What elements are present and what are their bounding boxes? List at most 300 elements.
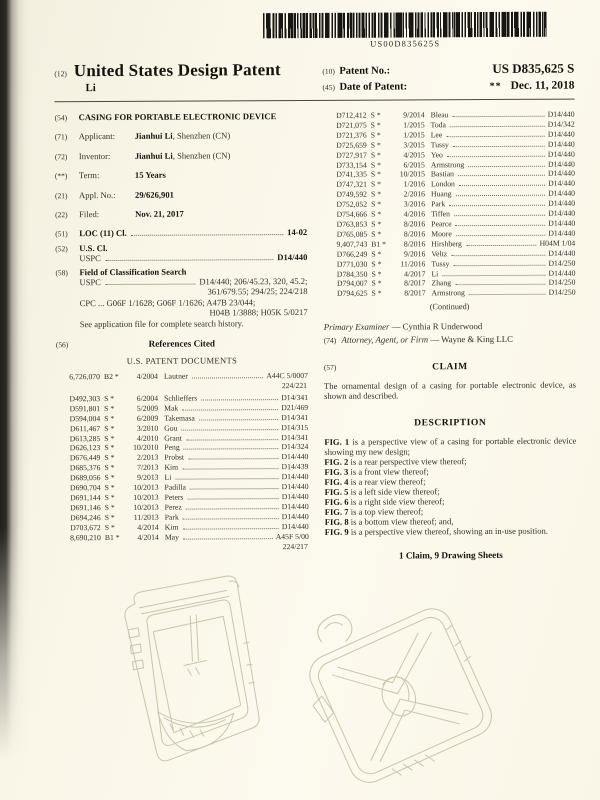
ref-inventor: Grant (164, 433, 182, 443)
dot-leader (451, 254, 545, 255)
dot-leader (188, 458, 278, 459)
ref-classification: D14/440 (548, 188, 576, 198)
drawing-figures (3, 567, 600, 800)
references-heading (56, 338, 308, 366)
ref-kind-code: S * (370, 110, 381, 120)
term-label: Term: (78, 170, 100, 181)
dot-leader (131, 235, 283, 237)
dot-leader (446, 136, 545, 138)
inventor-surname: Li (85, 82, 96, 95)
ref-patent-number: D794,007 (336, 279, 368, 289)
ref-classification: D14/440 (547, 109, 575, 119)
ref-classification: D14/250 (548, 277, 576, 288)
figure-2-rear-perspective-drawing (289, 574, 508, 800)
ref-inventor: Toda (430, 120, 446, 130)
us-cl-label: U.S. Cl. (79, 242, 108, 254)
ref-patent-number: D611,467 (69, 423, 101, 433)
right-column (323, 110, 577, 561)
ref-kind-code: S * (104, 522, 115, 532)
ref-patent-number: D594,004 (69, 413, 101, 423)
ref-inventor: Huang (430, 189, 452, 199)
ref-classification: D21/469 (281, 402, 309, 412)
ref-kind-code: S * (104, 492, 115, 502)
attorney-name: Wayne & King LLC (441, 334, 513, 345)
barcode-text: US00D835625S (370, 38, 441, 49)
dot-leader (186, 439, 279, 440)
patent-date-label: Date of Patent: (339, 81, 408, 93)
ref-classification: D14/440 (548, 268, 576, 278)
ref-patent-number: D689,056 (69, 473, 101, 483)
figure-text: is a perspective view of a casing for portable electronic device showing my new design; (324, 435, 577, 457)
ref-patent-number: D763,853 (336, 219, 368, 229)
dot-leader (454, 215, 545, 216)
ref-kind-code: S * (371, 199, 382, 209)
ref-date: 10/2013 (133, 502, 159, 512)
figure-1-perspective-drawing (111, 569, 272, 778)
description-title: DESCRIPTION (414, 416, 487, 429)
ref-classification: D14/439 (281, 462, 309, 472)
ref-classification: D14/440 (548, 248, 576, 258)
applicant-label: Applicant: (78, 131, 116, 142)
ref-date: 5/2009 (136, 403, 159, 413)
ref-kind-code: S * (104, 502, 115, 512)
inventor-name: Jianhui Li (134, 150, 173, 161)
ref-patent-number: D691,144 (70, 493, 101, 503)
dot-leader (453, 264, 545, 265)
ref-classification: D14/440 (548, 198, 576, 208)
ref-patent-number: D784,350 (336, 269, 368, 279)
ref-patent-number: D626,123 (69, 443, 101, 453)
ref-patent-number: D727,917 (336, 150, 367, 160)
ref-inventor: Park (164, 512, 179, 522)
ref-patent-number: D749,592 (336, 189, 368, 200)
ref-date: 3/2010 (136, 423, 159, 433)
ref-date: 4/2004 (136, 371, 158, 381)
ref-inventor: Park (431, 199, 446, 209)
ref-kind-code: S * (370, 170, 381, 180)
ref-classification: D14/440 (548, 208, 576, 218)
ref-patent-number: D794,625 (336, 288, 368, 299)
ref-inventor: Gou (164, 423, 178, 433)
ref-patent-number: D676,449 (69, 453, 101, 463)
ref-kind-code: S * (371, 249, 382, 259)
references-continued-note: (Continued) (429, 302, 470, 312)
reference-row-continuation (56, 381, 308, 392)
ref-patent-number: 6,726,070 (69, 372, 100, 382)
claim-heading (324, 361, 576, 373)
ref-patent-number: D694,246 (70, 512, 101, 522)
ref-patent-number: D766,249 (336, 249, 368, 259)
ref-patent-number: D754,666 (336, 209, 368, 219)
ref-date: 6/2004 (136, 393, 159, 403)
attorney-line (324, 334, 576, 346)
dot-leader (183, 538, 273, 539)
ref-patent-number: D771,030 (336, 259, 368, 269)
ref-patent-number: D721,376 (336, 130, 367, 140)
ref-inventor: Moore (431, 229, 452, 239)
ref-inventor: Armstrong (431, 288, 465, 298)
ref-date: 4/2014 (137, 522, 159, 532)
field-num: (**) (54, 171, 68, 181)
body-columns (1, 99, 600, 562)
ref-date: 8/2016 (403, 219, 426, 229)
primary-examiner-line (324, 321, 576, 333)
dot-leader (450, 126, 545, 127)
ref-patent-number: D747,321 (336, 179, 367, 190)
ref-date: 11/2013 (133, 512, 159, 522)
search-uspc-values-2: 361/679.55; 294/25; 224/218 (207, 286, 308, 297)
dot-leader (447, 155, 545, 157)
ref-kind-code: B1 * (371, 239, 387, 249)
ref-classification: A45F 5/00 (275, 531, 309, 541)
patent-date-value (490, 80, 575, 92)
ref-date: 1/2015 (403, 130, 425, 140)
ref-inventor: Lee (430, 130, 443, 140)
dot-leader (182, 528, 278, 530)
ref-inventor: Armstrong (430, 159, 465, 169)
claims-sheets-note: 1 Claim, 9 Drawing Sheets (398, 549, 503, 561)
ref-classification: D14/440 (547, 139, 575, 149)
claim-text: The ornamental design of a casing for portable electronic device, as shown and described. (323, 379, 577, 402)
field-num: (54) (54, 113, 68, 123)
dot-leader (459, 185, 545, 186)
ref-inventor: Li (431, 268, 439, 278)
ref-classification: D14/440 (547, 169, 575, 179)
ref-date: 2/2013 (137, 453, 159, 463)
ref-inventor: London (430, 179, 455, 189)
search-label: Field of Classification Search (79, 266, 187, 277)
field-22-filed (55, 208, 307, 221)
figure-text: is a right side view thereof; (350, 495, 445, 507)
ref-date: 1/2016 (403, 179, 425, 189)
ref-inventor: Kim (164, 522, 179, 532)
term-value: 15 Years (134, 169, 166, 181)
ref-inventor: Hirshberg (431, 238, 462, 249)
field-num-74: (74) (323, 336, 337, 346)
figure-label: FIG. 7 (324, 506, 349, 517)
ref-kind-code: S * (370, 130, 381, 140)
ref-kind-code: S * (370, 160, 381, 170)
ref-kind-code: S * (104, 483, 115, 493)
ref-classification-2: 224/221 (281, 380, 308, 391)
reference-row-continuation (57, 541, 309, 552)
ref-classification: D14/440 (281, 501, 309, 511)
reference-row (324, 288, 576, 299)
ref-kind-code: S * (104, 393, 115, 403)
title-row (54, 60, 322, 81)
ref-date: 10/2013 (133, 482, 159, 492)
ref-kind-code: S * (104, 433, 115, 443)
ref-inventor: Bleau (430, 110, 449, 120)
appl-no-value: 29/626,901 (134, 189, 174, 200)
dot-leader (182, 468, 278, 470)
document-title: United States Design Patent (73, 60, 281, 81)
header-right (322, 59, 574, 96)
ref-date: 3/2016 (403, 199, 426, 209)
ref-date: 4/2017 (404, 268, 426, 278)
ref-patent-number: D721,075 (336, 120, 367, 130)
ref-inventor: Padilla (164, 482, 186, 492)
dot-leader (105, 259, 273, 261)
examiner-name: Cynthia R Underwood (402, 321, 483, 332)
patent-number-row (322, 61, 574, 78)
dot-leader (453, 145, 545, 146)
figure-text: is a rear view thereof; (350, 475, 426, 487)
references-right-list (323, 110, 576, 300)
field-num-56: (56) (55, 340, 69, 350)
ref-date: 4/2016 (403, 209, 426, 219)
figure-text: is a top view thereof; (350, 505, 424, 517)
ref-classification: D14/315 (281, 422, 309, 432)
dot-leader (466, 245, 537, 246)
reference-row (56, 371, 308, 382)
ref-patent-number: 8,690,210 (70, 532, 101, 542)
patent-date: Dec. 11, 2018 (510, 79, 575, 92)
ref-date: 1/2015 (403, 120, 425, 130)
ref-inventor: Tiffen (431, 209, 450, 219)
ref-classification: D14/440 (547, 149, 575, 159)
ref-patent-number: D725,659 (336, 140, 367, 150)
dot-leader (183, 518, 279, 520)
ref-classification: D14/440 (281, 491, 309, 502)
examiner-sep: — (391, 321, 401, 332)
dot-leader (201, 399, 278, 400)
figure-text: is a left side view thereof; (350, 485, 440, 497)
ref-classification: D14/440 (281, 472, 309, 482)
attorney-sep: — (430, 334, 440, 345)
inventor-label: Inventor: (78, 150, 111, 161)
ref-kind-code: S * (371, 269, 382, 279)
ref-kind-code: S * (104, 413, 115, 423)
filed-value: Nov. 21, 2017 (135, 208, 184, 219)
ref-date: 7/2013 (137, 462, 159, 473)
field-52-us-cl (55, 242, 307, 264)
header-left (54, 60, 322, 94)
ref-classification: D14/440 (281, 452, 309, 462)
ref-inventor: Veltz (431, 248, 448, 259)
ref-inventor: Li (164, 472, 172, 482)
dot-leader (456, 235, 546, 236)
ref-classification: D14/440 (281, 482, 309, 492)
ref-inventor: May (164, 532, 179, 542)
ref-date: 6/2015 (403, 159, 425, 169)
ref-date: 8/2016 (403, 239, 426, 249)
ref-inventor: Peng (164, 443, 180, 453)
inventor-location: , Shenzhen (CN) (172, 150, 231, 161)
field-num: (72) (54, 152, 68, 162)
ref-kind-code: S * (370, 120, 381, 130)
ref-inventor: Pearce (431, 219, 452, 229)
field-num-57: (57) (323, 363, 337, 373)
search-uspc-values-1: D14/440; 206/45.23, 320, 45.2; (199, 276, 308, 287)
field-54-title (55, 111, 307, 124)
dot-leader (469, 294, 546, 295)
dot-leader (175, 478, 278, 480)
ref-classification: D14/341 (281, 412, 309, 422)
ref-kind-code: S * (104, 453, 115, 463)
ref-date: 11/2016 (400, 258, 426, 269)
ref-inventor: Zhang (431, 278, 452, 288)
ref-kind-code: S * (371, 209, 382, 219)
field-71-applicant (55, 130, 307, 143)
barcode (263, 12, 547, 49)
ref-date: 10/2015 (399, 169, 425, 179)
ref-classification: D14/341 (281, 432, 309, 442)
ref-date: 8/2016 (403, 229, 426, 239)
field-num: (71) (54, 132, 68, 142)
references-left-list (56, 371, 309, 553)
ref-kind-code: S * (370, 189, 382, 199)
field-num: (51) (55, 229, 68, 239)
search-cpc-values-2: H04B 1/3888; H05K 5/0217 (209, 307, 308, 318)
ref-inventor: Tussy (430, 139, 449, 150)
field-58-search (55, 266, 307, 330)
ref-patent-number: D690,704 (69, 483, 101, 493)
ref-classification-2: 224/217 (282, 541, 308, 551)
uspc-label: USPC (79, 253, 101, 264)
figure-text: is a front view thereof; (350, 465, 429, 477)
dot-leader (449, 205, 545, 207)
loc-value: 14-02 (287, 227, 308, 238)
patent-date-row (322, 80, 574, 93)
ref-kind-code: S * (371, 278, 382, 289)
kind-code-45: (45) (322, 82, 335, 92)
ref-kind-code: B2 * (103, 372, 119, 382)
loc-label: LOC (11) Cl. (79, 228, 127, 239)
ref-patent-number: D765,085 (336, 229, 368, 239)
field-num: (52) (55, 244, 68, 254)
ref-kind-code: S * (104, 403, 115, 413)
figure-label: FIG. 5 (324, 486, 349, 497)
search-note: See application file for complete search history. (79, 317, 244, 329)
ref-patent-number: D752,052 (336, 199, 368, 209)
ref-inventor: Yeo (430, 149, 443, 159)
ref-patent-number: D691,146 (70, 502, 101, 513)
ref-patent-number: D712,412 (336, 110, 367, 120)
attorney-label: Attorney, Agent, or Firm (341, 334, 429, 346)
dot-leader (186, 508, 279, 509)
ref-kind-code: S * (370, 179, 382, 189)
ref-inventor: Mak (164, 403, 179, 413)
ref-kind-code: S * (371, 229, 382, 239)
figure-label: FIG. 9 (324, 526, 349, 537)
uspc-value: D14/440 (277, 252, 308, 263)
ref-patent-number: D741,335 (336, 170, 367, 180)
dot-leader (453, 116, 545, 117)
ref-classification: H04M 1/04 (539, 238, 576, 248)
ref-classification: A44C 5/0007 (266, 371, 308, 381)
left-column (55, 111, 309, 562)
ref-date: 9/2014 (403, 110, 425, 120)
field-term (55, 169, 307, 182)
ref-patent-number: D492,303 (69, 393, 101, 404)
dot-leader (190, 488, 279, 489)
ref-kind-code: S * (370, 140, 381, 150)
ref-classification: D14/342 (547, 119, 575, 129)
dot-leader (184, 449, 279, 450)
ref-classification: D14/440 (548, 178, 575, 189)
term-asterisks: ** (489, 80, 502, 93)
ref-date: 3/2015 (403, 140, 425, 150)
references-subtitle: U.S. PATENT DOCUMENTS (126, 355, 238, 367)
dot-leader (456, 195, 546, 196)
ref-patent-number: D591,801 (69, 403, 101, 414)
ref-kind-code: S * (104, 423, 115, 433)
dot-leader (458, 175, 545, 176)
claim-title: CLAIM (432, 361, 468, 373)
kind-code-10: (10) (322, 66, 335, 76)
patent-number-label: Patent No.: (339, 65, 391, 77)
dot-leader (468, 165, 545, 166)
field-51-loc (55, 227, 307, 240)
ref-classification: D14/440 (281, 511, 309, 521)
ref-patent-number: D685,376 (69, 463, 101, 473)
figure-description-line (324, 435, 576, 456)
references-title: References Cited (148, 338, 216, 349)
figure-label: FIG. 4 (324, 476, 349, 487)
figure-text: is a perspective view thereof, showing an in-use position. (350, 525, 548, 537)
ref-inventor: Bastian (430, 169, 454, 179)
ref-inventor: Kim (164, 462, 179, 472)
figure-label: FIG. 1 (324, 436, 350, 447)
ref-date: 2/2016 (403, 189, 426, 199)
ref-kind-code: S * (104, 443, 115, 453)
ref-date: 8/2017 (404, 288, 426, 298)
ref-patent-number: D703,672 (70, 522, 101, 532)
ref-date: 10/2010 (133, 443, 159, 453)
filed-label: Filed: (79, 209, 100, 220)
dot-leader (105, 284, 195, 285)
ref-kind-code: S * (104, 473, 115, 483)
ref-classification: D14/440 (281, 521, 309, 531)
ref-date: 4/2015 (403, 149, 425, 160)
ref-inventor: Takemasa (164, 413, 195, 423)
figure-text: is a rear perspective view thereof; (350, 455, 467, 467)
figure-label: FIG. 2 (324, 456, 349, 467)
figure-label: FIG. 8 (324, 516, 349, 527)
search-cpc-values-1: CPC ... G06F 1/1628; G06F 1/1626; A47B 23/044; (79, 297, 256, 309)
ref-kind-code: S * (371, 259, 382, 269)
figure-text: is a bottom view thereof; and, (350, 515, 454, 527)
patent-number-value: US D835,625 S (492, 60, 575, 76)
ref-inventor: Lautner (163, 371, 188, 381)
appl-no-label: Appl. No.: (78, 189, 116, 200)
ref-inventor: Probst (164, 452, 185, 463)
ref-classification: D14/440 (547, 129, 575, 139)
dot-leader (182, 409, 278, 411)
ref-date: 4/2010 (136, 433, 159, 443)
ref-date: 8/2017 (404, 278, 426, 288)
dot-leader (455, 284, 545, 285)
dot-leader (187, 498, 278, 499)
dot-leader (442, 274, 545, 276)
figure-label: FIG. 3 (324, 466, 349, 477)
ref-inventor: Tussy (431, 258, 450, 268)
description-lines (324, 435, 577, 536)
ref-inventor: Perez (164, 502, 182, 512)
ref-kind-code: S * (371, 288, 382, 298)
ref-classification: D14/440 (548, 228, 576, 238)
dot-leader (456, 225, 546, 226)
search-uspc-label: USPC (79, 277, 102, 288)
ref-date: 4/2014 (137, 532, 159, 542)
figure-description-line (325, 525, 577, 536)
ref-kind-code: S * (370, 150, 381, 160)
ref-classification: D14/324 (281, 442, 309, 452)
ref-date: 6/2009 (136, 413, 159, 423)
field-num: (22) (55, 210, 68, 220)
ref-patent-number: 9,407,743 (336, 239, 368, 249)
